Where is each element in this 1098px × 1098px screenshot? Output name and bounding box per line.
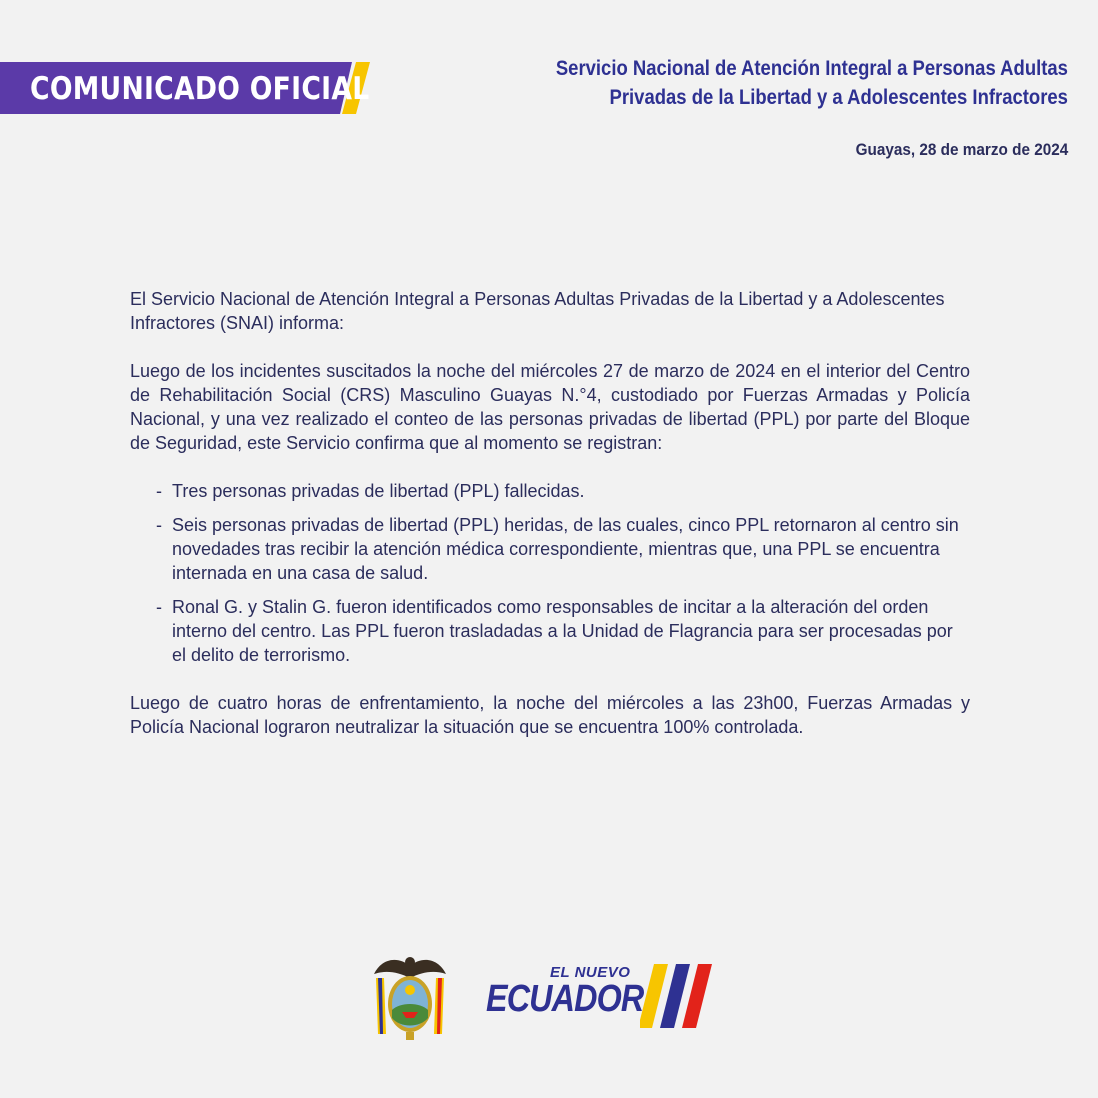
institution-line-1: Servicio Nacional de Atención Integral a Personas Adultas bbox=[555, 57, 1068, 80]
list-bullet: - bbox=[156, 597, 162, 617]
list-item-text: Tres personas privadas de libertad (PPL) fallecidas. bbox=[172, 481, 585, 501]
list-item bbox=[156, 513, 970, 585]
document-date: Guayas, 28 de marzo de 2024 bbox=[855, 140, 1068, 159]
communique-body bbox=[130, 287, 970, 763]
flag-stripes-icon bbox=[640, 964, 730, 1032]
coat-of-arms-icon bbox=[368, 948, 452, 1044]
list-item bbox=[156, 479, 970, 503]
paragraph-incidents: Luego de los incidentes suscitados la noche del miércoles 27 de marzo de 2024 en el interior del Centro de Rehabilitación Social (CRS) Masculino Guayas N.°4, custodiado por Fuerzas Armadas y Policía Nacional, y una vez realizado el conteo de las personas privadas de libertad (PPL) por parte del Bloque de Seguridad, este Servicio confirma que al momento se registran: bbox=[130, 361, 970, 453]
closing-paragraph: Luego de cuatro horas de enfrentamiento, la noche del miércoles a las 23h00, Fuerzas Armadas y Policía Nacional lograron neutralizar la situación que se encuentra 100% controlada. bbox=[130, 693, 970, 737]
list-item bbox=[156, 595, 970, 667]
institution-line-2: Privadas de la Libertad y a Adolescentes Infractores bbox=[609, 86, 1068, 109]
institution-name bbox=[556, 54, 1068, 112]
footer-logos bbox=[0, 948, 1098, 1048]
list-bullet: - bbox=[156, 515, 162, 535]
el-nuevo-ecuador-logo bbox=[484, 964, 734, 1034]
logo-big-text: ECUADOR bbox=[486, 978, 644, 1020]
intro-paragraph: El Servicio Nacional de Atención Integral a Personas Adultas Privadas de la Libertad y a Adolescentes Infractores (SNAI) informa: bbox=[130, 289, 945, 333]
findings-list bbox=[130, 479, 970, 667]
official-banner bbox=[0, 62, 372, 114]
list-bullet: - bbox=[156, 481, 162, 501]
list-item-text: Seis personas privadas de libertad (PPL) heridas, de las cuales, cinco PPL retornaron al centro sin novedades tras recibir la atención médica correspondiente, mientras que, una PPL se encuentra internada en una casa de salud. bbox=[172, 515, 959, 583]
logo-small-text: EL NUEVO bbox=[550, 964, 631, 981]
list-item-text: Ronal G. y Stalin G. fueron identificados como responsables de incitar a la alteración del orden interno del centro. Las PPL fueron trasladadas a la Unidad de Flagrancia para ser procesadas por el delito de terrorismo. bbox=[172, 597, 953, 665]
banner-label: COMUNICADO OFICIAL bbox=[30, 71, 370, 107]
